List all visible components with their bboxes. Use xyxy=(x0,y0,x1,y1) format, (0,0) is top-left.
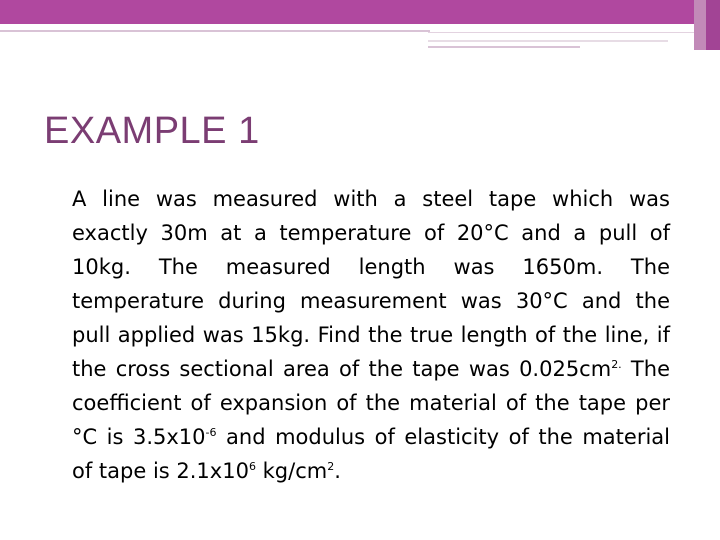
problem-statement xyxy=(72,182,670,488)
body-text: A line was measured with a steel tape which was exactly 30m at a temperature of 20°C and a pull of 10kg. The measured length was 1650m. The temperature during measurement was 30°C and the pull applied was 15kg. Find the true length of the line, if the cross sectional area of the tape was 0.025cm xyxy=(72,187,670,381)
body-text: . xyxy=(334,459,341,483)
header-band xyxy=(0,0,720,24)
body-text: The coefficient of expansion of the material of the tape per °C is 3.5x10 xyxy=(72,357,670,449)
superscript: 2. xyxy=(611,358,622,371)
decorative-rule xyxy=(428,46,580,48)
slide-title: EXAMPLE 1 xyxy=(44,110,260,152)
decorative-rule xyxy=(428,32,694,33)
decorative-rule xyxy=(0,30,430,32)
superscript: -6 xyxy=(205,426,217,439)
body-text: kg/cm xyxy=(255,459,328,483)
decorative-rule xyxy=(428,40,668,42)
superscript: 6 xyxy=(248,460,256,473)
body-text: and modulus of elasticity of the material of tape is 2.1x10 xyxy=(72,425,670,483)
header-accent-edge xyxy=(706,0,720,50)
superscript: 2 xyxy=(327,460,335,473)
